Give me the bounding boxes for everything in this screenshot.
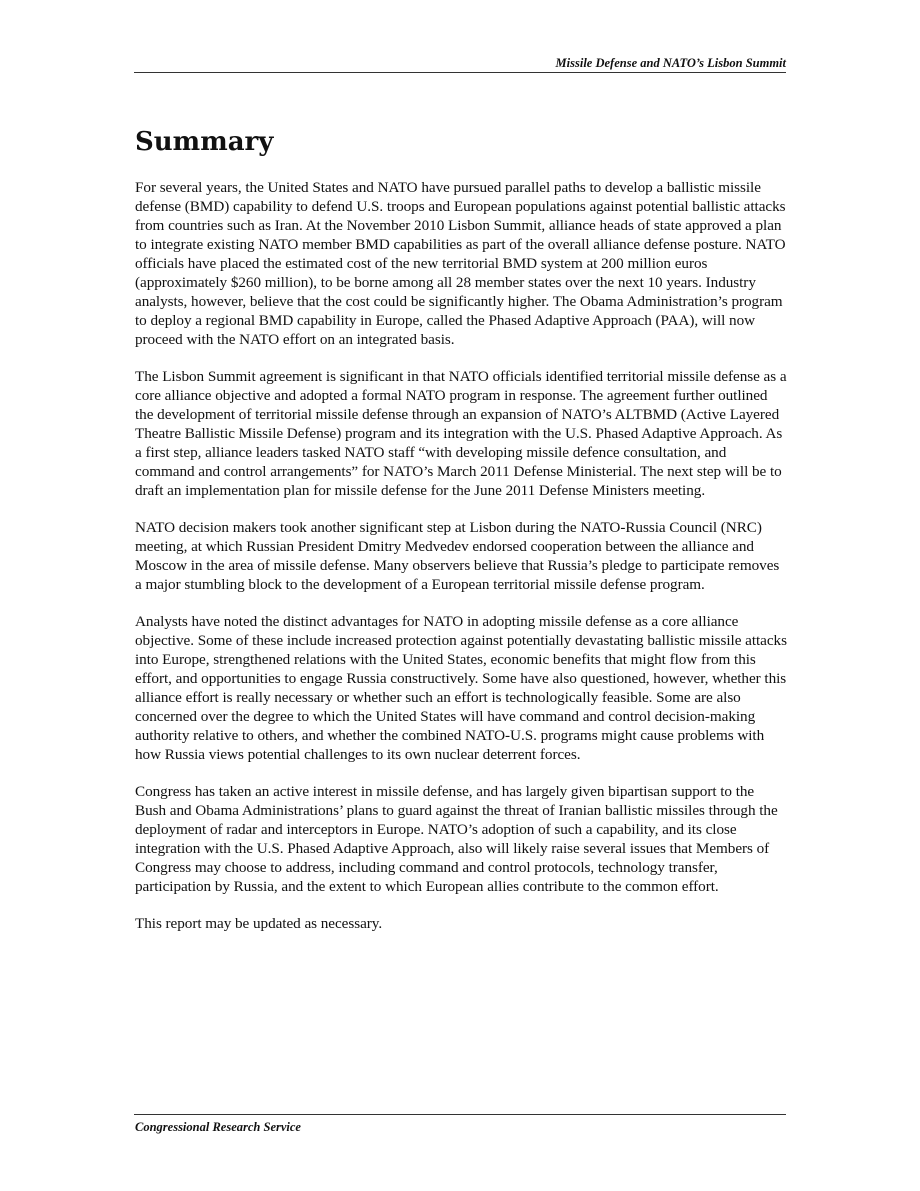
summary-body	[135, 178, 787, 951]
summary-paragraph-1: For several years, the United States and NATO have pursued parallel paths to develop a ballistic missile defense (BMD) capability to defend U.S. troops and European populations against potential ballistic attacks from countries such as Iran. At the November 2010 Lisbon Summit, alliance heads of state approved a plan to integrate existing NATO member BMD capabilities as part of the overall alliance defense posture. NATO officials have placed the estimated cost of the new territorial BMD system at 200 million euros (approximately $260 million), to be borne among all 28 member states over the next 10 years. Industry analysts, however, believe that the cost could be significantly higher. The Obama Administration’s program to deploy a regional BMD capability in Europe, called the Phased Adaptive Approach (PAA), will now proceed with the NATO effort on an integrated basis.	[135, 179, 786, 348]
footer-rule	[134, 1114, 786, 1115]
running-header: Missile Defense and NATO’s Lisbon Summit	[555, 56, 786, 70]
page-title: Summary	[135, 127, 274, 157]
summary-paragraph-5: Congress has taken an active interest in missile defense, and has largely given bipartisan support to the Bush and Obama Administrations’ plans to guard against the threat of Iranian ballistic missiles through the deployment of radar and interceptors in Europe. NATO’s adoption of such a capability, and its close integration with the U.S. Phased Adaptive Approach, also will likely raise several issues that Members of Congress may choose to address, including command and control protocols, technology transfer, participation by Russia, and the extent to which European allies contribute to the common effort.	[135, 783, 778, 895]
summary-paragraph-2: The Lisbon Summit agreement is significant in that NATO officials identified territorial missile defense as a core alliance objective and adopted a formal NATO program in response. The agreement further outlined the development of territorial missile defense through an expansion of NATO’s ALTBMD (Active Layered Theatre Ballistic Missile Defense) program and its integration with the U.S. Phased Adaptive Approach. As a first step, alliance leaders tasked NATO staff “with developing missile defence consultation, and command and control arrangements” for NATO’s March 2011 Defense Ministerial. The next step will be to draft an implementation plan for missile defense for the June 2011 Defense Ministers meeting.	[135, 368, 787, 499]
summary-paragraph-3: NATO decision makers took another significant step at Lisbon during the NATO-Russia Council (NRC) meeting, at which Russian President Dmitry Medvedev endorsed cooperation between the alliance and Moscow in the area of missile defense. Many observers believe that Russia’s pledge to participate removes a major stumbling block to the development of a European territorial missile defense program.	[135, 519, 780, 593]
header-rule	[134, 72, 786, 73]
summary-paragraph-4: Analysts have noted the distinct advantages for NATO in adopting missile defense as a core alliance objective. Some of these include increased protection against potentially devastating ballistic missile attacks into Europe, strengthened relations with the United States, economic benefits that might flow from this effort, and opportunities to engage Russia constructively. Some have also questioned, however, whether this alliance effort is really necessary or whether such an effort is technologically feasible. Some are also concerned over the degree to which the United States will have command and control decision-making authority relative to others, and whether the combined NATO-U.S. programs might cause problems with how Russia views potential challenges to its own nuclear deterrent forces.	[135, 613, 787, 763]
running-footer: Congressional Research Service	[135, 1120, 301, 1134]
summary-paragraph-6: This report may be updated as necessary.	[135, 915, 383, 932]
